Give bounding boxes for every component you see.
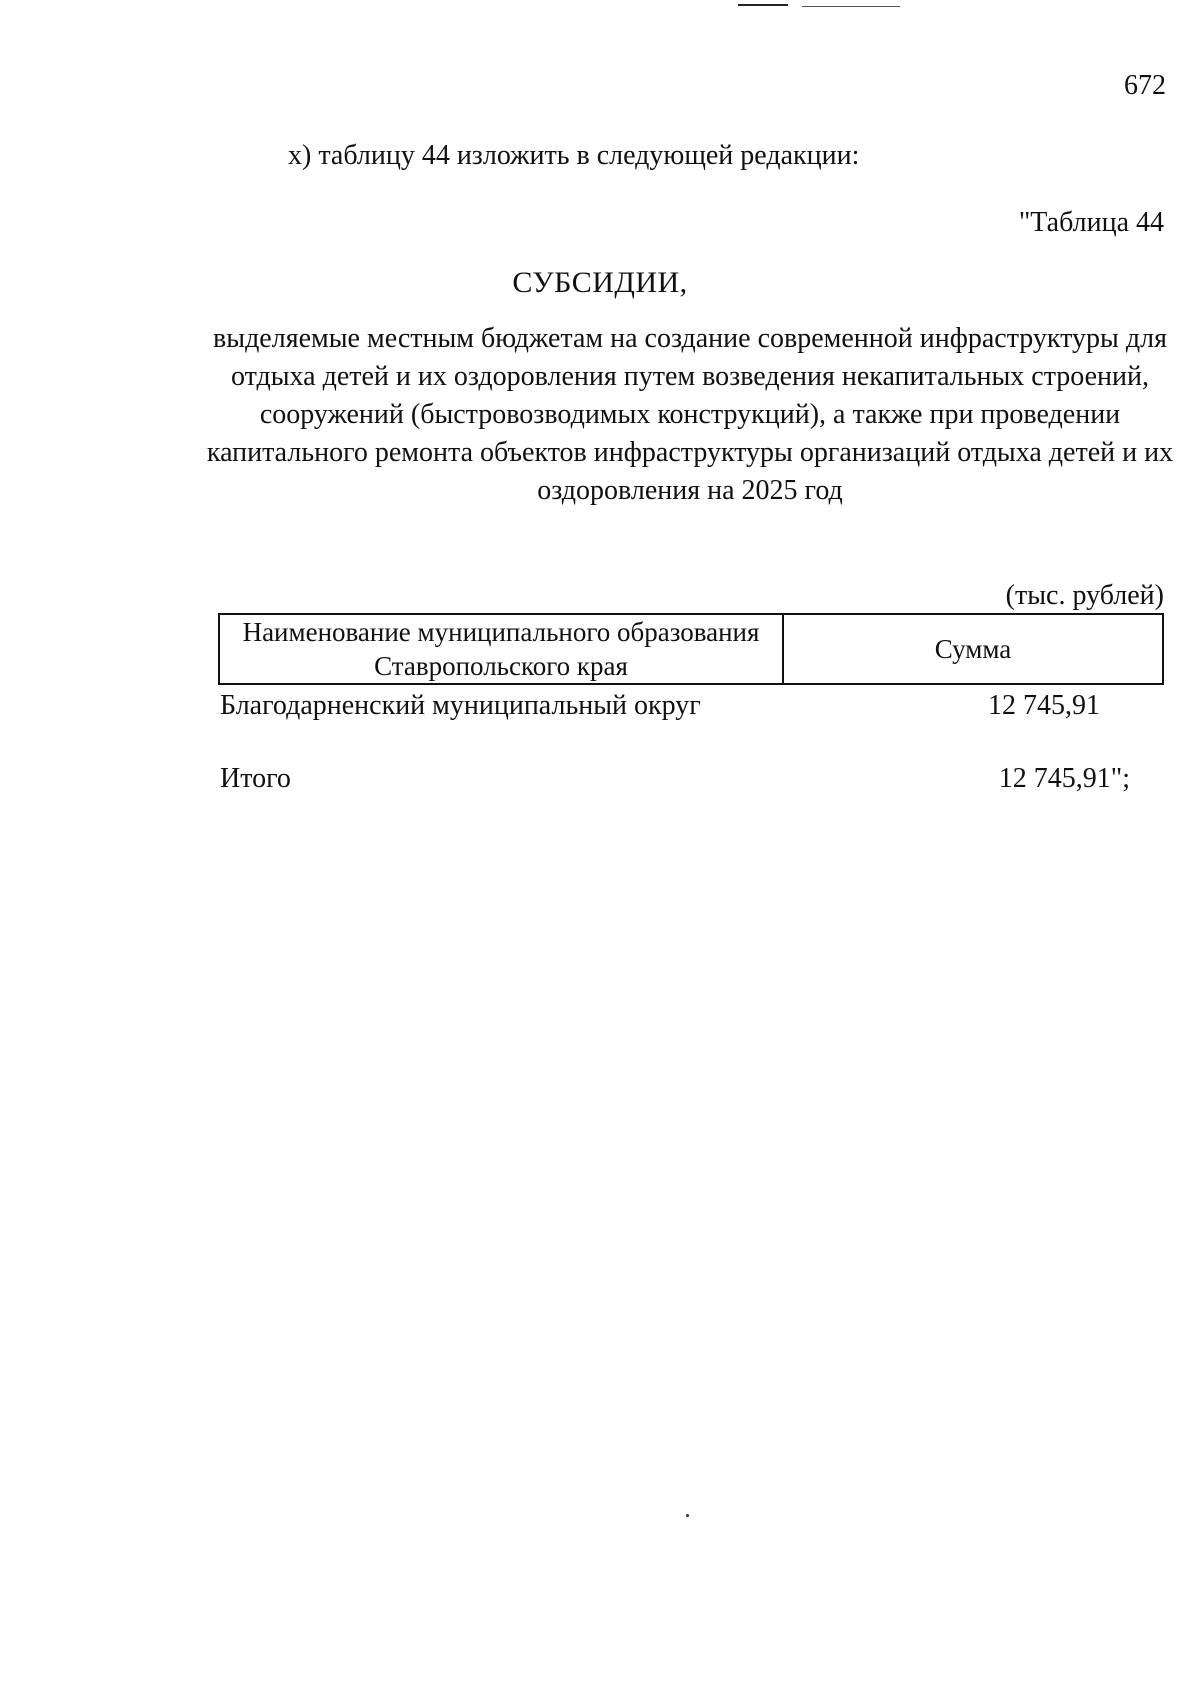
column-header-name: Наименование муниципального образования Ставропольского края	[220, 615, 784, 683]
row-sum: 12 745,91	[988, 690, 1100, 721]
scan-artifact	[738, 4, 788, 6]
table-header	[218, 613, 1164, 685]
table-reference: "Таблица 44	[1018, 207, 1164, 238]
page-number: 672	[1124, 70, 1166, 101]
total-label: Итого	[220, 763, 291, 794]
units-label: (тыс. рублей)	[1005, 580, 1164, 611]
document-heading: СУБСИДИИ,	[512, 266, 688, 299]
total-sum: 12 745,91";	[998, 763, 1130, 794]
document-subheading: выделяемые местным бюджетам на создание современной инфраструктуры для отдыха детей и их оздоровления путем возведения некапитальных строений, сооружений (быстровозводимых конструкций), а также при проведении капитального ремонта объектов инфраструктуры организаций отдыха детей и их оздоровления на 2025 год	[206, 323, 1174, 506]
row-name: Благодарненский муниципальный округ	[220, 690, 701, 721]
scan-artifact	[802, 6, 900, 7]
instruction-text: х) таблицу 44 изложить в следующей редакции:	[288, 140, 860, 171]
scan-artifact-dot	[686, 1514, 689, 1517]
column-header-sum: Сумма	[934, 633, 1012, 664]
